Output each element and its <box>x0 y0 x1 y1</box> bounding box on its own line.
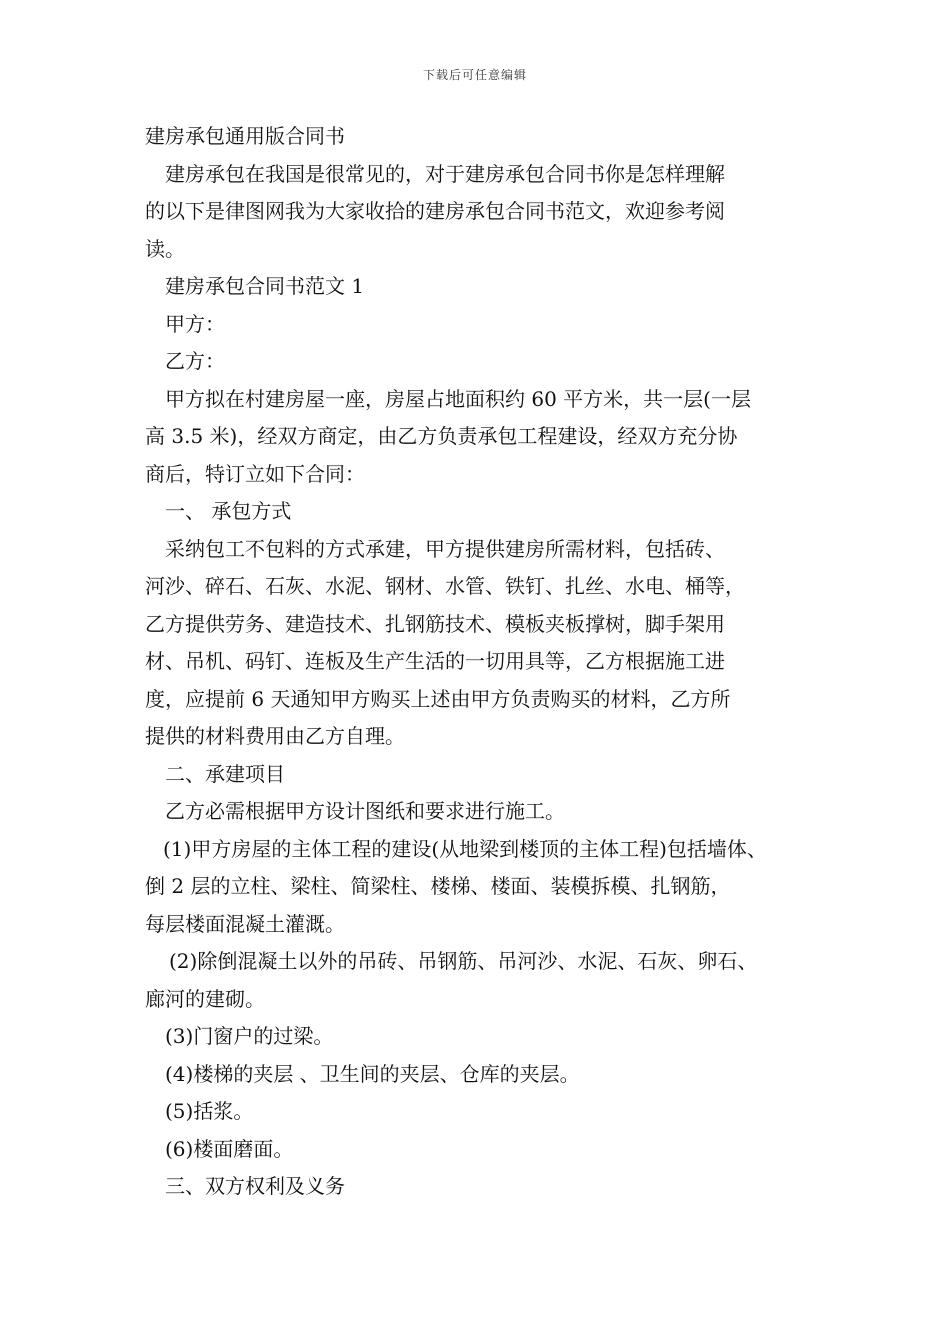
paragraph-line: 建房承包在我国是很常见的，对于建房承包合同书你是怎样理解 <box>165 161 725 186</box>
section-heading: 建房承包合同书范文 1 <box>165 274 365 298</box>
paragraph-line: 高 3.5 米)，经双方商定，由乙方负责承包工程建设，经双方充分协 <box>145 424 738 448</box>
party-b-label: 乙方： <box>165 349 225 373</box>
list-item: (3)门窗户的过梁。 <box>165 1024 334 1048</box>
section-heading: 三、双方权利及义务 <box>165 1174 345 1198</box>
paragraph-line: 乙方提供劳务、建造技术、扎钢筋技术、模板夹板撑树，脚手架用 <box>145 611 725 636</box>
paragraph-line: 读。 <box>145 236 185 261</box>
section-heading: 二、承建项目 <box>165 761 285 786</box>
list-item: (1)甲方房屋的主体工程的建设(从地梁到楼顶的主体工程)包括墙体、 <box>163 836 767 861</box>
paragraph-line: 的以下是律图网我为大家收拾的建房承包合同书范文，欢迎参考阅 <box>145 199 725 223</box>
list-item: (6)楼面磨面。 <box>165 1136 294 1161</box>
party-a-label: 甲方： <box>165 311 225 336</box>
paragraph-line: 采纳包工不包料的方式承建，甲方提供建房所需材料，包括砖、 <box>165 536 725 561</box>
paragraph-line: 河沙、碎石、石灰、水泥、钢材、水管、铁钉、扎丝、水电、桶等， <box>145 574 745 598</box>
paragraph-line: 每层楼面混凝土灌溉。 <box>145 911 345 936</box>
list-item: (2)除倒混凝土以外的吊砖、吊钢筋、吊河沙、水泥、石灰、卵石、 <box>169 949 758 973</box>
paragraph-line: 乙方必需根据甲方设计图纸和要求进行施工。 <box>165 799 565 823</box>
paragraph-line: 提供的材料费用由乙方自理。 <box>145 724 405 748</box>
list-item: (5)括浆。 <box>165 1099 254 1123</box>
section-heading: 一、 承包方式 <box>165 499 292 523</box>
document-body <box>145 118 835 1206</box>
paragraph-line: 甲方拟在村建房屋一座，房屋占地面积约 60 平方米，共一层(一层 <box>165 386 751 411</box>
paragraph-line: 商后，特订立如下合同： <box>145 461 365 486</box>
paragraph-line: 廊河的建砌。 <box>145 986 265 1011</box>
document-title: 建房承包通用版合同书 <box>145 124 345 148</box>
list-item: (4)楼梯的夹层 、卫生间的夹层、仓库的夹层。 <box>165 1061 580 1086</box>
paragraph-line: 材、吊机、码钉、连板及生产生活的一切用具等，乙方根据施工进 <box>145 649 725 673</box>
paragraph-line: 度，应提前 6 天通知甲方购买上述由甲方负责购买的材料，乙方所 <box>145 686 731 711</box>
page-header-note: 下载后可任意编辑 <box>422 68 527 82</box>
paragraph-line: 倒 2 层的立柱、梁柱、简梁柱、楼梯、楼面、装模拆模、扎钢筋， <box>145 874 731 898</box>
